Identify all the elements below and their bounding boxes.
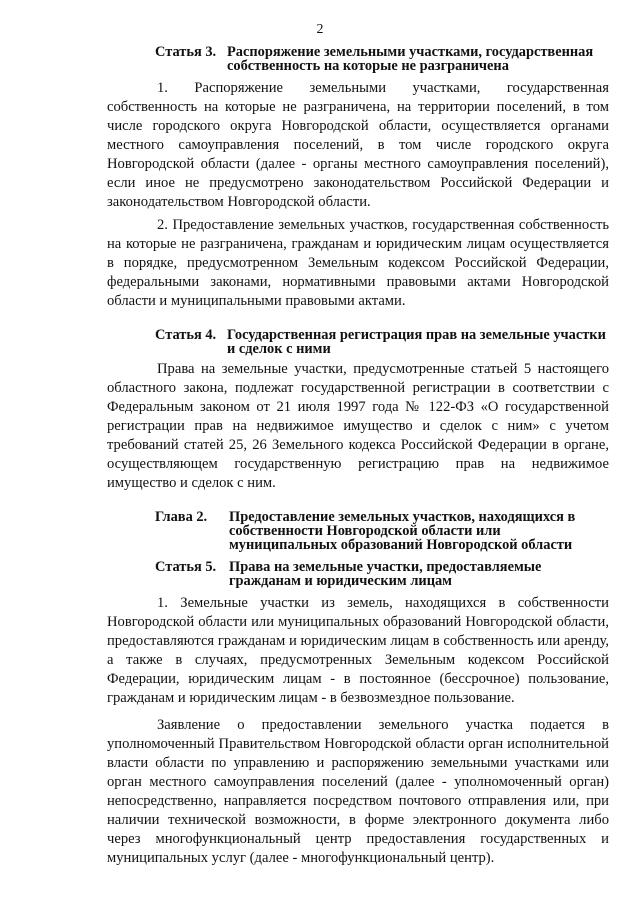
article-3-heading [155, 45, 609, 73]
article-3-number: Статья 3. [155, 44, 217, 60]
page-number: 2 [316, 22, 324, 37]
article-3-title: Распоряжение земельными участками, государственная собственность на которые не разграничена [227, 44, 594, 74]
article-5-title: Права на земельные участки, предоставляемые гражданам и юридическим лицам [229, 559, 542, 589]
article-4-paragraph-1: Права на земельные участки, предусмотренные статьей 5 настоящего областного закона, подлежат государственной регистрации в соответствии с Федеральным законом от 21 июля 1997 года № 122-ФЗ «О государственной регистрации прав на недвижимое имущество и сделок с ним» с учетом требований статей 25, 26 Земельного кодекса Российской Федерации в органе, осуществляющем государственную регистрацию прав на недвижимое имущество и сделок с ним. [107, 361, 609, 491]
article-5-heading [155, 560, 609, 588]
chapter-2-title: Предоставление земельных участков, находящихся в собственности Новгородской области или муниципальных образований Новгородской области [229, 509, 576, 553]
article-4-title: Государственная регистрация прав на земельные участки и сделок с ними [227, 327, 606, 357]
chapter-2-number: Глава 2. [155, 509, 208, 525]
article-5-paragraph-2: Заявление о предоставлении земельного участка подается в уполномоченный Правительством Новгородской области орган исполнительной власти области по управлению и распоряжению земельными участками или орган местного самоуправления поселений (далее - уполномоченный орган) непосредственно, направляется посредством почтового отправления или, при наличии технической возможности, в форме электронного документа либо через многофункциональный центр предоставления государственных и муниципальных услуг (далее - многофункциональный центр). [107, 717, 609, 866]
article-4-number: Статья 4. [155, 327, 217, 343]
article-5-number: Статья 5. [155, 559, 217, 575]
document-body [107, 45, 609, 868]
chapter-2-heading [155, 510, 609, 552]
article-5-paragraph-1: 1. Земельные участки из земель, находящихся в собственности Новгородской области или муниципальных образований Новгородской области, предоставляются гражданам и юридическим лицам в собственность или аренду, а также в случаях, предусмотренных Земельным кодексом Российской Федерации, юридическим лицам - в постоянное (бессрочное) пользование, гражданам и юридическим лицам - в безвозмездное пользование. [107, 595, 609, 706]
article-4-heading [155, 328, 609, 356]
article-3-paragraph-1: 1. Распоряжение земельными участками, государственная собственность на которые не разграничена, на территории поселений, в том числе городского округа Новгородской области, осуществляется органами местного самоуправления поселений, в том числе городского округа Новгородской области (далее - органы местного самоуправления поселений), если иное не предусмотрено законодательством Российской Федерации и законодательством Новгородской области. [107, 80, 609, 210]
article-3-paragraph-2: 2. Предоставление земельных участков, государственная собственность на которые не разграничена, гражданам и юридическим лицам осуществляется в порядке, предусмотренном Земельным кодексом Российской Федерации, федеральными законами, нормативными правовыми актами Новгородской области и муниципальными правовыми актами. [107, 217, 609, 309]
